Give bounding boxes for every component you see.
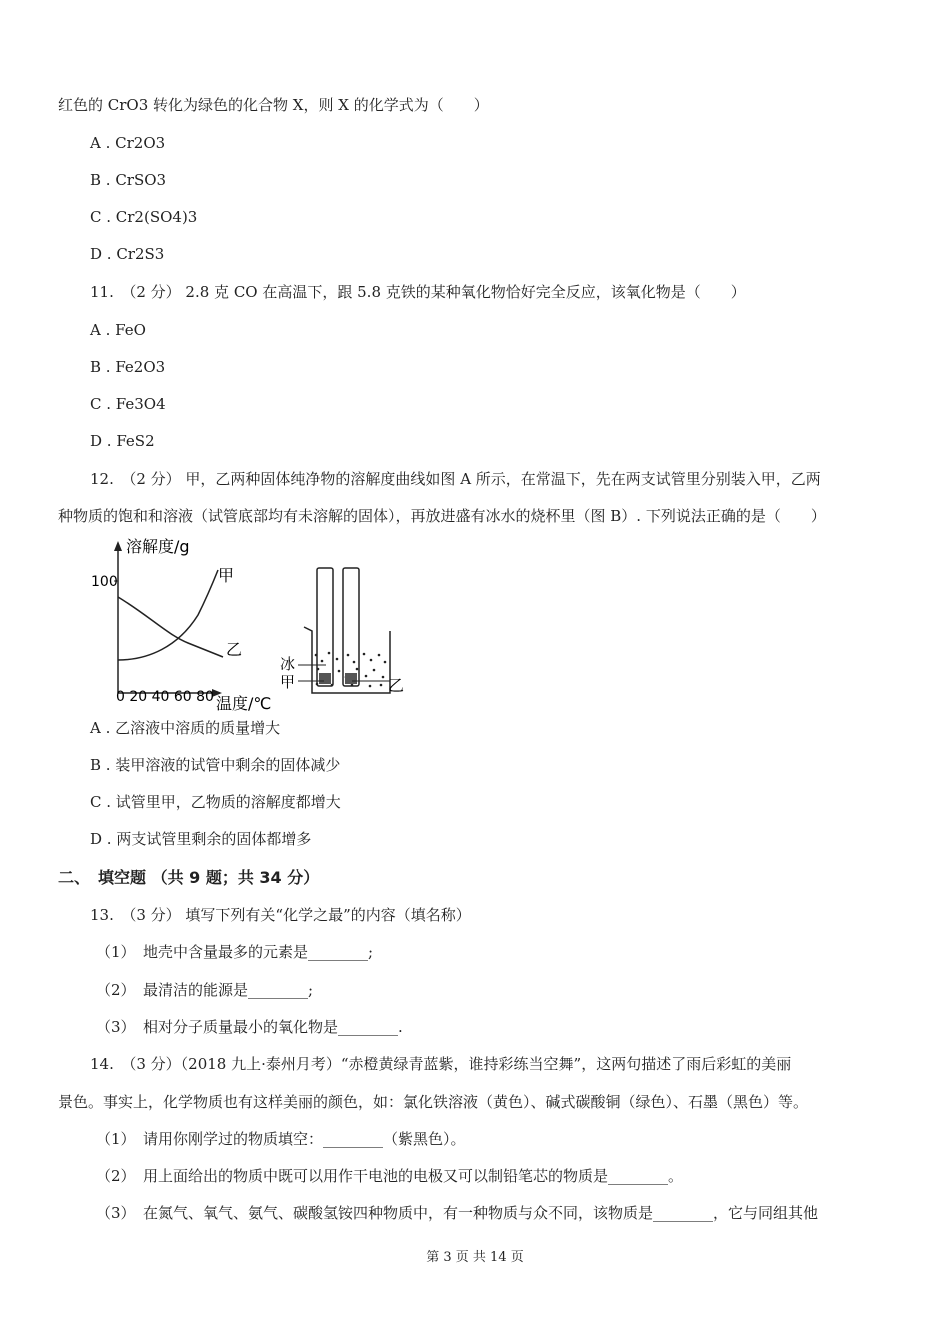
curve-yi: [118, 597, 223, 657]
sub-question: （1） 地壳中含量最多的元素是________;: [96, 943, 374, 961]
y-axis-arrow: [114, 541, 122, 551]
option-a: A . FeO: [90, 321, 146, 339]
beaker-yi-label: 乙: [388, 676, 405, 695]
sub-question: （2） 最清洁的能源是________;: [96, 981, 314, 999]
x-tick-labels: 0 20 40 60 80: [116, 689, 214, 705]
option-a: A . 乙溶液中溶质的质量增大: [90, 719, 281, 737]
question-14: 14. （3 分）（2018 九上·泰州月考）“赤橙黄绿青蓝紫，谁持彩练当空舞”，这两句描述了雨后彩虹的美丽: [90, 1055, 792, 1073]
section-heading: 二、 填空题 （共 9 题；共 34 分）: [58, 868, 320, 887]
option-d: D . 两支试管里剩余的固体都增多: [90, 830, 312, 848]
sub-question: （1） 请用你刚学过的物质填空：________（紫黑色）。: [96, 1130, 466, 1148]
curve-yi-label: 乙: [226, 640, 243, 659]
solubility-figure: [91, 535, 418, 715]
option-b: B . 装甲溶液的试管中剩余的固体减少: [90, 756, 341, 774]
y-tick-label: 100: [91, 574, 118, 590]
option-c: C . 试管里甲，乙物质的溶解度都增大: [90, 793, 341, 811]
question-13: 13. （3 分） 填写下列有关“化学之最”的内容（填名称）: [90, 906, 471, 924]
option-c: C . Cr2(SO4)3: [90, 208, 198, 226]
page-footer: 第 3 页 共 14 页: [426, 1250, 524, 1265]
sub-question: （3） 在氮气、氧气、氨气、碳酸氢铵四种物质中，有一种物质与众不同，该物质是________，它与同组其他: [96, 1204, 819, 1222]
solid-jia: [319, 673, 331, 684]
y-axis-label: 溶解度/g: [126, 537, 190, 556]
test-tube-jia: [317, 568, 333, 686]
text-line: 种物质的饱和和溶液（试管底部均有未溶解的固体），再放进盛有冰水的烧杯里（图 B）. 下列说法正确的是（ ）: [58, 507, 826, 525]
option-b: B . CrSO3: [90, 171, 167, 189]
beaker-ice-label: 冰: [280, 655, 296, 673]
beaker-jia-label: 甲: [280, 673, 296, 691]
option-c: C . Fe3O4: [90, 395, 166, 413]
option-d: D . Cr2S3: [90, 245, 165, 263]
option-d: D . FeS2: [90, 432, 155, 450]
sub-question: （3） 相对分子质量最小的氧化物是________.: [96, 1018, 403, 1036]
option-a: A . Cr2O3: [90, 134, 166, 152]
curve-jia-label: 甲: [218, 566, 235, 585]
option-b: B . Fe2O3: [90, 358, 166, 376]
sub-question: （2） 用上面给出的物质中既可以用作干电池的电极又可以制铅笔芯的物质是________。: [96, 1167, 684, 1185]
question-11: 11. （2 分） 2.8 克 CO 在高温下，跟 5.8 克铁的某种氧化物恰好完全反应，该氧化物是（ ）: [90, 283, 746, 301]
text-line: 红色的 CrO3 转化为绿色的化合物 X，则 X 的化学式为（ ）: [58, 96, 489, 114]
solid-yi: [345, 673, 357, 684]
curve-jia: [118, 570, 218, 660]
question-12: 12. （2 分） 甲，乙两种固体纯净物的溶解度曲线如图 A 所示，在常温下，先在两支试管里分别装入甲，乙两: [90, 470, 821, 488]
x-axis-label: 温度/℃: [216, 694, 272, 713]
text-line: 景色。事实上，化学物质也有这样美丽的颜色，如：氯化铁溶液（黄色）、碱式碳酸铜（绿色）、石墨（黑色）等。: [58, 1093, 809, 1111]
